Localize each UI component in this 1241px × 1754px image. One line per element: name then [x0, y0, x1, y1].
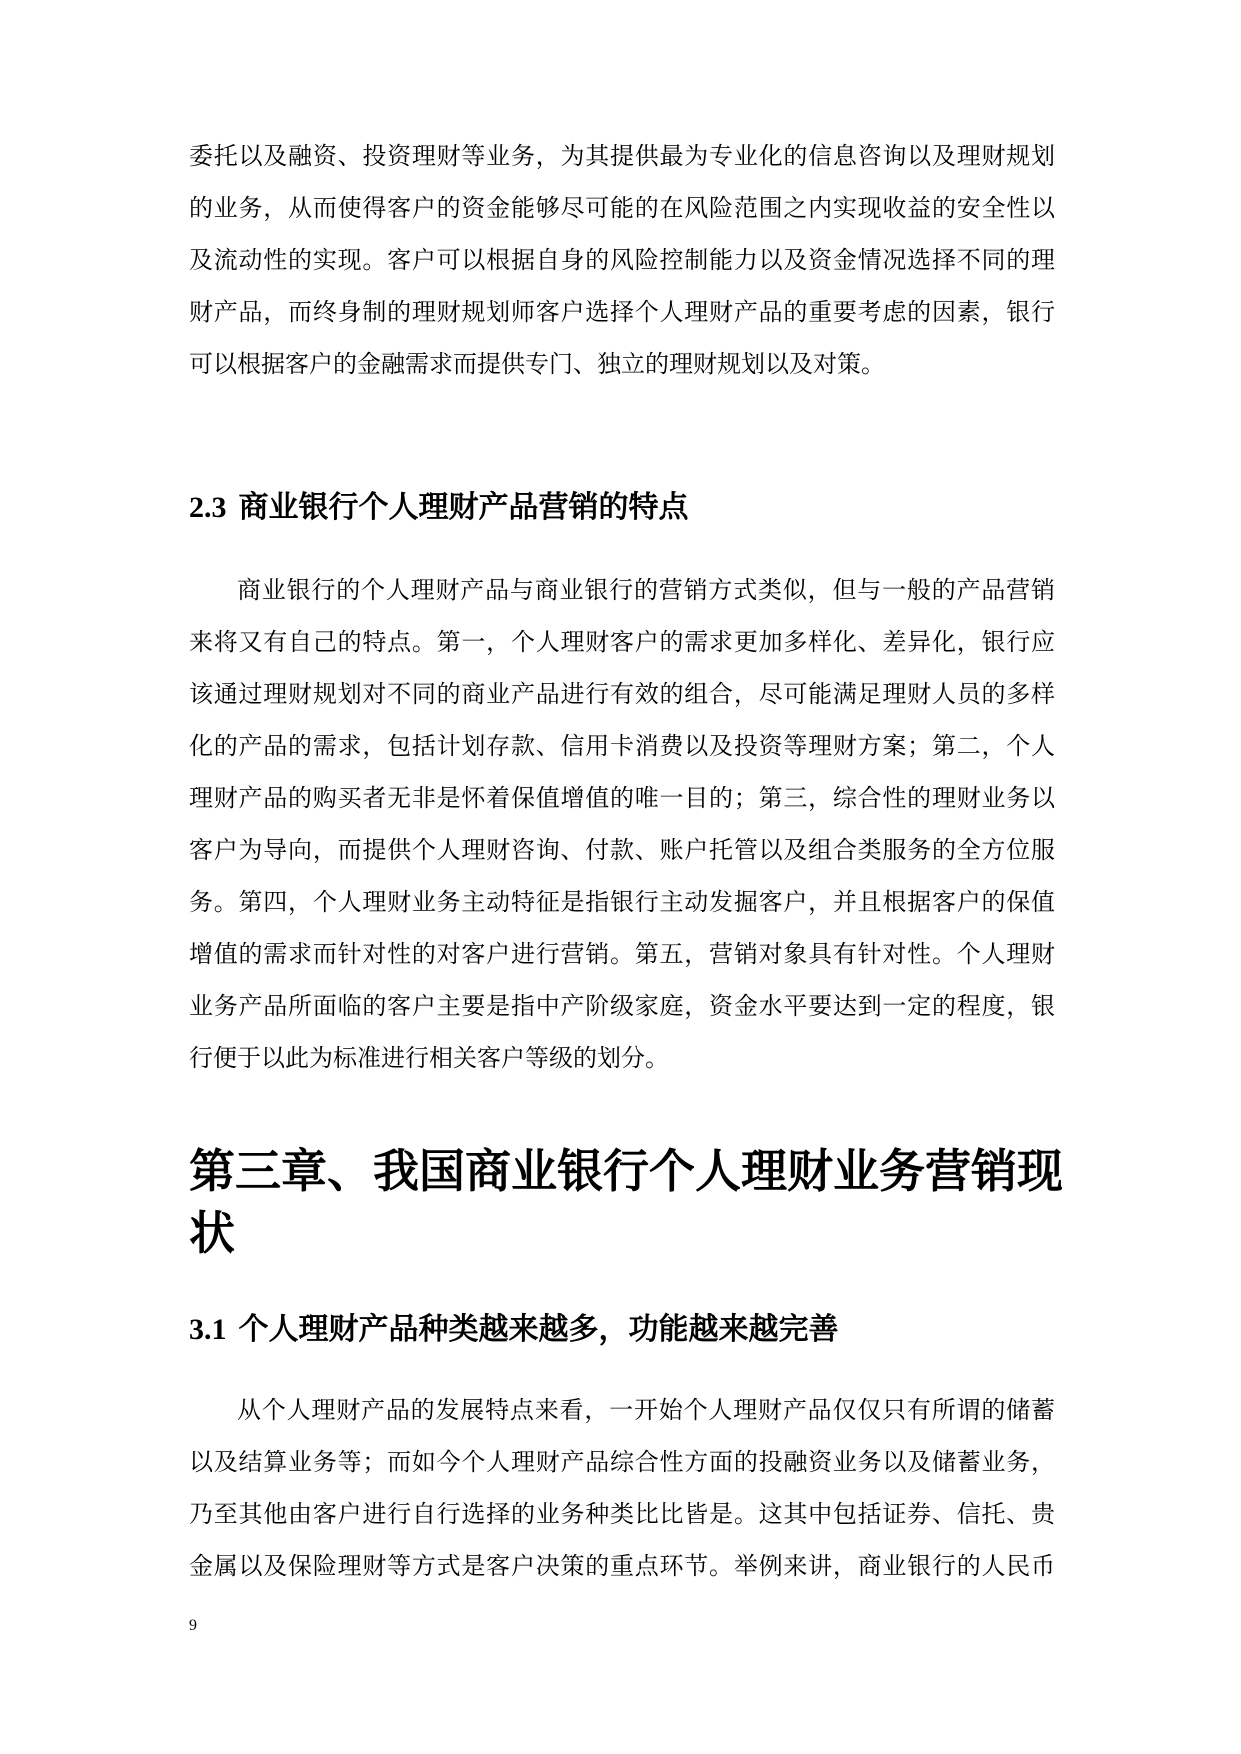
- paragraph-line: 财产品，而终身制的理财规划师客户选择个人理财产品的重要考虑的因素，银行: [189, 298, 1055, 326]
- paragraph-line: 化的产品的需求，包括计划存款、信用卡消费以及投资等理财方案；第二，个人: [189, 732, 1055, 760]
- chapter-heading-line: 状: [189, 1206, 235, 1260]
- paragraph-line: 客户为导向，而提供个人理财咨询、付款、账户托管以及组合类服务的全方位服: [189, 836, 1055, 864]
- page-number: 9: [189, 1617, 197, 1634]
- paragraph-line: 商业银行的个人理财产品与商业银行的营销方式类似，但与一般的产品营销: [237, 576, 1055, 604]
- section-heading-2-3: [189, 482, 689, 526]
- section-title: 商业银行个人理财产品营销的特点: [238, 490, 689, 525]
- chapter-heading-line: 第三章、我国商业银行个人理财业务营销现: [189, 1144, 1063, 1198]
- paragraph-line: 金属以及保险理财等方式是客户决策的重点环节。举例来讲，商业银行的人民币: [189, 1552, 1055, 1580]
- paragraph-line: 以及结算业务等；而如今个人理财产品综合性方面的投融资业务以及储蓄业务，: [189, 1448, 1055, 1476]
- section-number: 3.1: [189, 1313, 227, 1346]
- paragraph-line: 从个人理财产品的发展特点来看，一开始个人理财产品仅仅只有所谓的储蓄: [237, 1396, 1055, 1424]
- paragraph-line: 务。第四，个人理财业务主动特征是指银行主动发掘客户，并且根据客户的保值: [189, 888, 1055, 916]
- section-title: 个人理财产品种类越来越多，功能越来越完善: [238, 1312, 839, 1347]
- paragraph-3: [189, 1384, 1055, 1592]
- paragraph-line: 理财产品的购买者无非是怀着保值增值的唯一目的；第三，综合性的理财业务以: [189, 784, 1055, 812]
- paragraph-line: 及流动性的实现。客户可以根据自身的风险控制能力以及资金情况选择不同的理: [189, 246, 1055, 274]
- section-number: 2.3: [189, 491, 227, 524]
- paragraph-1: [189, 130, 1055, 390]
- section-heading-3-1: [189, 1304, 839, 1348]
- paragraph-line: 来将又有自己的特点。第一，个人理财客户的需求更加多样化、差异化，银行应: [189, 628, 1055, 656]
- chapter-heading-3: [189, 1140, 1063, 1264]
- paragraph-line: 业务产品所面临的客户主要是指中产阶级家庭，资金水平要达到一定的程度，银: [189, 992, 1055, 1020]
- paragraph-line: 乃至其他由客户进行自行选择的业务种类比比皆是。这其中包括证券、信托、贵: [189, 1500, 1055, 1528]
- paragraph-line: 的业务，从而使得客户的资金能够尽可能的在风险范围之内实现收益的安全性以: [189, 194, 1055, 222]
- paragraph-line: 行便于以此为标准进行相关客户等级的划分。: [189, 1044, 669, 1072]
- paragraph-line: 该通过理财规划对不同的商业产品进行有效的组合，尽可能满足理财人员的多样: [189, 680, 1055, 708]
- paragraph-2: [189, 564, 1055, 1084]
- paragraph-line: 可以根据客户的金融需求而提供专门、独立的理财规划以及对策。: [189, 350, 885, 378]
- paragraph-line: 委托以及融资、投资理财等业务，为其提供最为专业化的信息咨询以及理财规划: [189, 142, 1055, 170]
- paragraph-line: 增值的需求而针对性的对客户进行营销。第五，营销对象具有针对性。个人理财: [189, 940, 1055, 968]
